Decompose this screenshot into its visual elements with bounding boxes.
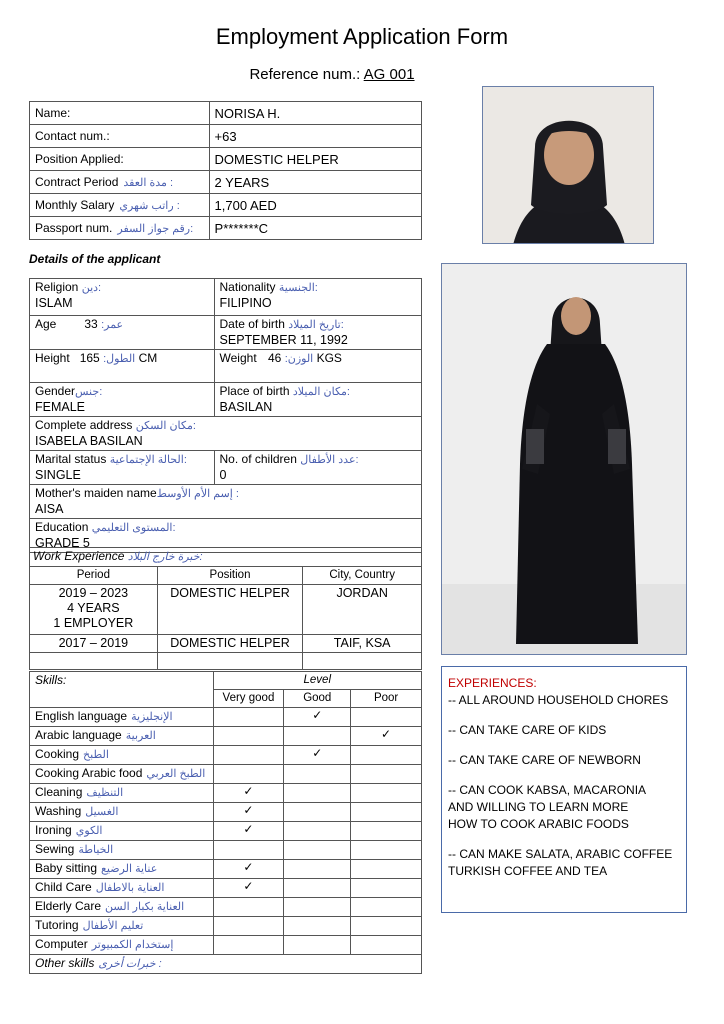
- skill-level-cell: [213, 822, 284, 841]
- skill-level-cell: [284, 746, 351, 765]
- applicant-portrait-photo: [482, 86, 654, 244]
- skill-level-cell: [213, 746, 284, 765]
- age-cell: Age عمر: 33: [30, 316, 215, 350]
- form-title: Employment Application Form: [215, 24, 509, 49]
- skill-level-cell: [284, 898, 351, 917]
- work-experience-heading: Work Experience خبرة خارج البلاد:: [30, 548, 422, 567]
- skill-level-cell: [351, 860, 422, 879]
- skill-name: Ironing الكوي: [30, 822, 214, 841]
- level-heading: Level: [213, 672, 421, 690]
- skill-level-cell: [284, 708, 351, 727]
- skill-name: Tutoring تعليم الأطفال: [30, 917, 214, 936]
- period-cell: 2017 – 2019: [30, 635, 158, 653]
- skill-level-cell: [351, 936, 422, 955]
- skill-level-cell: [213, 841, 284, 860]
- skill-name: Cooking Arabic food الطبخ العربي: [30, 765, 214, 784]
- weight-value: 46 KGS: [268, 351, 342, 365]
- info-row: [30, 125, 422, 148]
- skill-level-cell: [284, 917, 351, 936]
- weight-cell: Weight الوزن: 46 KGS: [214, 350, 421, 383]
- level-poor: Poor: [351, 690, 422, 708]
- info-value: NORISA H.: [209, 102, 421, 125]
- skill-name: English language الإنجليزية: [30, 708, 214, 727]
- skill-row: [30, 841, 422, 860]
- info-label: Contact num.:: [30, 125, 210, 148]
- address-value: ISABELA BASILAN: [35, 434, 143, 448]
- check-mark-icon: ✓: [312, 708, 323, 722]
- skill-name: Child Care العناية بالاطفال: [30, 879, 214, 898]
- other-skills-label: Other skills خبرات أخرى :: [30, 955, 422, 974]
- place-cell: TAIF, KSA: [303, 635, 422, 653]
- skill-level-cell: [284, 765, 351, 784]
- skill-level-cell: [351, 822, 422, 841]
- height-cell: Height الطول: 165 CM: [30, 350, 215, 383]
- skill-level-cell: [213, 879, 284, 898]
- basic-info-table: [29, 101, 422, 240]
- details-heading: Details of the applicant: [29, 252, 161, 266]
- skill-row: [30, 822, 422, 841]
- skills-heading: Skills:: [30, 672, 214, 708]
- level-very-good: Very good: [213, 690, 284, 708]
- skill-level-cell: [213, 898, 284, 917]
- gender-cell: Genderجنس: FEMALE: [30, 383, 215, 417]
- skill-level-cell: [351, 784, 422, 803]
- full-body-image: [442, 264, 687, 655]
- skill-row: [30, 727, 422, 746]
- education-value: GRADE 5: [35, 536, 90, 550]
- skill-level-cell: [351, 708, 422, 727]
- nationality-cell: Nationality الجنسية: FILIPINO: [214, 279, 421, 316]
- height-value: 165 CM: [79, 351, 158, 365]
- position-cell: DOMESTIC HELPER: [157, 585, 303, 635]
- skill-level-cell: [284, 784, 351, 803]
- position-cell: DOMESTIC HELPER: [157, 635, 303, 653]
- skill-row: [30, 860, 422, 879]
- skill-level-cell: [284, 936, 351, 955]
- religion-value: ISLAM: [35, 296, 73, 310]
- check-mark-icon: ✓: [381, 727, 392, 741]
- check-mark-icon: ✓: [243, 879, 254, 893]
- info-value: 1,700 AED: [209, 194, 421, 217]
- info-row: [30, 194, 422, 217]
- skill-row: [30, 765, 422, 784]
- experience-item: -- CAN COOK KABSA, MACARONIA AND WILLING TO LEARN MORE HOW TO COOK ARABIC FOODS: [448, 783, 647, 831]
- applicant-details-table: [29, 278, 422, 553]
- place-cell: JORDAN: [303, 585, 422, 635]
- period-cell: 2019 – 2023 4 YEARS 1 EMPLOYER: [30, 585, 158, 635]
- portrait-image: [483, 87, 654, 244]
- skill-level-cell: [284, 803, 351, 822]
- skill-level-cell: [213, 708, 284, 727]
- table-row: [30, 653, 422, 670]
- skill-name: Washing الغسيل: [30, 803, 214, 822]
- skill-level-cell: [284, 727, 351, 746]
- skill-row: [30, 708, 422, 727]
- skill-row: [30, 936, 422, 955]
- skill-name: Computer إستخدام الكمبيوتر: [30, 936, 214, 955]
- skill-level-cell: [284, 879, 351, 898]
- dob-cell: Date of birth تاريخ الميلاد: SEPTEMBER 11, 1992: [214, 316, 421, 350]
- col-period: Period: [30, 567, 158, 585]
- info-label: Contract Period مدة العقد :: [30, 171, 210, 194]
- check-mark-icon: ✓: [243, 860, 254, 874]
- skill-row: [30, 898, 422, 917]
- check-mark-icon: ✓: [243, 803, 254, 817]
- other-skills-row: [30, 955, 422, 974]
- skill-level-cell: [351, 803, 422, 822]
- skill-name: Cleaning التنظيف: [30, 784, 214, 803]
- age-value: 33: [84, 317, 98, 331]
- skill-row: [30, 917, 422, 936]
- reference-value: AG 001: [363, 66, 415, 83]
- skill-name: Sewing الخياطة: [30, 841, 214, 860]
- maiden-name-cell: Mother's maiden nameإسم الأم الأوسط : AISA: [30, 485, 422, 519]
- skill-level-cell: [351, 746, 422, 765]
- maiden-name-value: AISA: [35, 502, 64, 516]
- col-city-country: City, Country: [303, 567, 422, 585]
- place-of-birth-value: BASILAN: [219, 400, 273, 414]
- skill-name: Cooking الطبخ: [30, 746, 214, 765]
- info-label: Position Applied:: [30, 148, 210, 171]
- marital-cell: Marital status الحالة الإجتماعية: SINGLE: [30, 451, 215, 485]
- info-row: [30, 102, 422, 125]
- skill-level-cell: [351, 879, 422, 898]
- info-value: 2 YEARS: [209, 171, 421, 194]
- skill-name: Elderly Care العناية بكبار السن: [30, 898, 214, 917]
- skill-level-cell: [351, 841, 422, 860]
- info-row: [30, 148, 422, 171]
- info-row: [30, 171, 422, 194]
- experiences-box: [441, 666, 687, 913]
- check-mark-icon: ✓: [243, 784, 254, 798]
- experience-item: -- CAN MAKE SALATA, ARABIC COFFEE TURKISH COFFEE AND TEA: [448, 847, 673, 878]
- education-cell: Education المستوى التعليمي: GRADE 5: [30, 519, 422, 553]
- nationality-value: FILIPINO: [219, 296, 272, 310]
- info-label: Passport num. رقم جواز السفر:: [30, 217, 210, 240]
- info-row: [30, 217, 422, 240]
- skill-row: [30, 879, 422, 898]
- skill-level-cell: [213, 803, 284, 822]
- skills-table: [29, 671, 422, 974]
- skill-level-cell: [351, 917, 422, 936]
- experiences-title: EXPERIENCES:: [448, 676, 537, 690]
- skill-level-cell: [213, 765, 284, 784]
- dob-value: SEPTEMBER 11, 1992: [219, 333, 348, 347]
- work-experience-table: [29, 547, 422, 670]
- religion-cell: Religion دين: ISLAM: [30, 279, 215, 316]
- children-cell: No. of children عدد الأطفال: 0: [214, 451, 421, 485]
- info-value: +63: [209, 125, 421, 148]
- reference-number: [0, 66, 664, 83]
- experience-item: -- CAN TAKE CARE OF NEWBORN: [448, 753, 641, 767]
- check-mark-icon: ✓: [312, 746, 323, 760]
- skill-level-cell: [213, 860, 284, 879]
- info-value: P*******C: [209, 217, 421, 240]
- experience-item: -- CAN TAKE CARE OF KIDS: [448, 723, 607, 737]
- table-row: [30, 585, 422, 635]
- reference-label: Reference num.:: [249, 66, 364, 83]
- children-value: 0: [219, 468, 227, 482]
- place-of-birth-cell: Place of birth مكان الميلاد: BASILAN: [214, 383, 421, 417]
- skill-level-cell: [213, 727, 284, 746]
- skill-name: Baby sitting عناية الرضيع: [30, 860, 214, 879]
- marital-value: SINGLE: [35, 468, 81, 482]
- skill-level-cell: [284, 841, 351, 860]
- skill-row: [30, 803, 422, 822]
- info-label: Name:: [30, 102, 210, 125]
- skill-row: [30, 784, 422, 803]
- skill-level-cell: [351, 898, 422, 917]
- table-row: [30, 635, 422, 653]
- gender-value: FEMALE: [35, 400, 86, 414]
- info-value: DOMESTIC HELPER: [209, 148, 421, 171]
- skill-level-cell: [351, 727, 422, 746]
- applicant-full-body-photo: [441, 263, 687, 655]
- experience-item: -- ALL AROUND HOUSEHOLD CHORES: [448, 693, 669, 707]
- skill-level-cell: [284, 822, 351, 841]
- skill-level-cell: [213, 936, 284, 955]
- check-mark-icon: ✓: [243, 822, 254, 836]
- skill-level-cell: [213, 784, 284, 803]
- col-position: Position: [157, 567, 303, 585]
- skill-level-cell: [351, 765, 422, 784]
- info-label: Monthly Salary راتب شهري :: [30, 194, 210, 217]
- skill-name: Arabic language العربية: [30, 727, 214, 746]
- skill-row: [30, 746, 422, 765]
- skill-level-cell: [284, 860, 351, 879]
- level-good: Good: [284, 690, 351, 708]
- skill-level-cell: [213, 917, 284, 936]
- address-cell: Complete address مكان السكن: ISABELA BASILAN: [30, 417, 422, 451]
